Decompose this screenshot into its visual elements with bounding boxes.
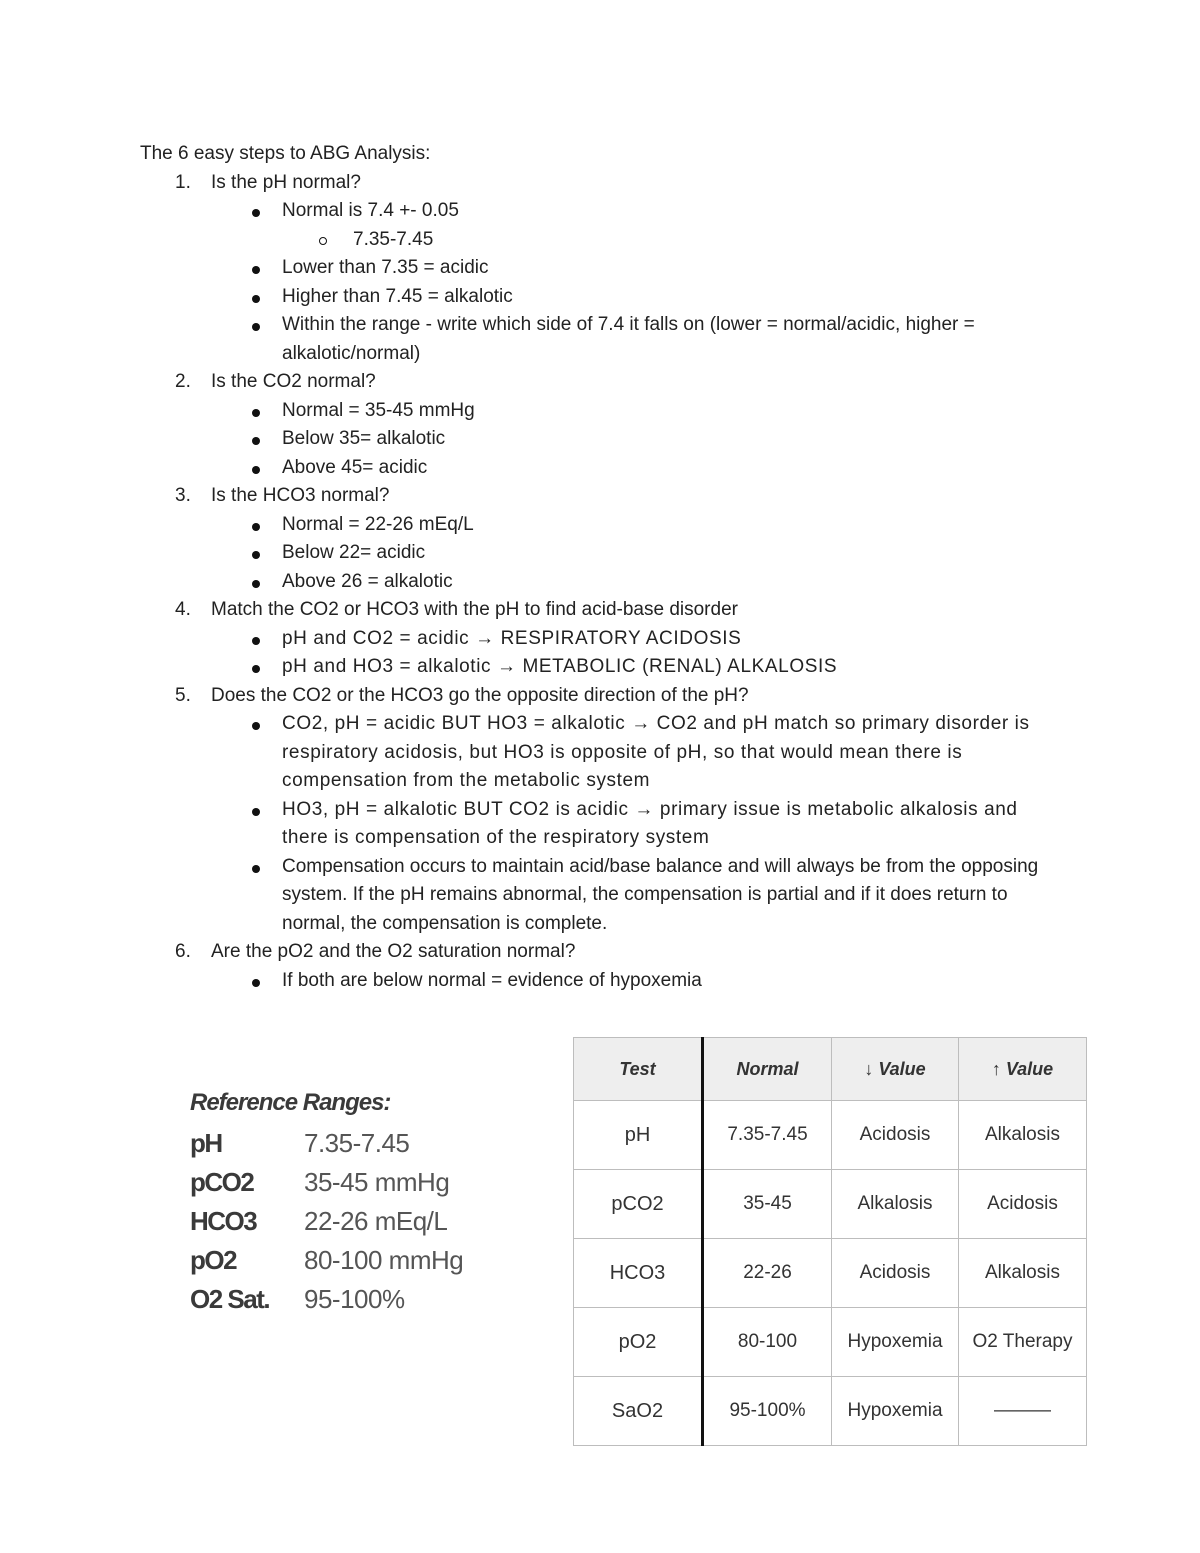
header-label: Value (878, 1058, 926, 1079)
step-text: Does the CO2 or the HCO3 go the opposite direction of the pH? (211, 684, 749, 706)
table-header-row (574, 1038, 1087, 1101)
step-number: 1. (175, 171, 191, 193)
header-low-value (832, 1038, 959, 1101)
reference-ranges (190, 1086, 463, 1319)
step-2 (140, 368, 1060, 482)
cell-high: ——— (959, 1377, 1087, 1446)
bullet-list (211, 511, 1060, 597)
bullet-item: pH and HO3 = alkalotic → METABOLIC (RENAL) ALKALOSIS (211, 653, 1060, 682)
bullet-list (211, 967, 1060, 996)
cell-normal: 7.35-7.45 (703, 1101, 832, 1170)
step-text: Is the HCO3 normal? (211, 485, 390, 506)
reference-label: pCO2 (190, 1167, 254, 1197)
step-text: Are the pO2 and the O2 saturation normal? (211, 941, 576, 962)
bullet-item: Below 35= alkalotic (211, 425, 1060, 454)
reference-value: 95-100% (304, 1284, 405, 1314)
cell-normal: 22-26 (703, 1239, 832, 1308)
header-label: Value (1005, 1058, 1054, 1079)
cell-normal: 80-100 (703, 1308, 832, 1377)
sub-bullet-list (282, 226, 1060, 255)
bullet-list (211, 625, 1060, 682)
bullet-item: Below 22= acidic (211, 539, 1060, 568)
bullet-item: Higher than 7.45 = alkalotic (211, 283, 1060, 312)
reference-label: HCO3 (190, 1206, 257, 1236)
step-6 (140, 938, 1060, 995)
step-text: Is the CO2 normal? (211, 371, 376, 392)
reference-label: O2 Sat. (190, 1284, 270, 1314)
reference-label: pH (190, 1128, 222, 1158)
cell-high: Alkalosis (959, 1239, 1087, 1308)
cell-normal: 95-100% (703, 1377, 832, 1446)
arrow-up-icon: ↑ (991, 1058, 1001, 1079)
bullet-item: Within the range - write which side of 7.4 it falls on (lower = normal/acidic, higher = alkalotic/normal) (211, 311, 1060, 368)
step-5 (140, 682, 1060, 939)
cell-test: SaO2 (574, 1377, 703, 1446)
reference-row-po2 (190, 1241, 463, 1280)
bullet-list (211, 397, 1060, 483)
values-table (573, 1037, 1087, 1446)
cell-test: pO2 (574, 1308, 703, 1377)
step-text: Is the pH normal? (211, 171, 361, 193)
reference-value: 35-45 mmHg (304, 1167, 450, 1197)
reference-value: 7.35-7.45 (304, 1128, 410, 1158)
reference-label: pO2 (190, 1245, 237, 1275)
bullet-item: Above 26 = alkalotic (211, 568, 1060, 597)
step-text: Match the CO2 or HCO3 with the pH to find acid-base disorder (211, 599, 738, 620)
cell-normal: 35-45 (703, 1170, 832, 1239)
bullet-item: Lower than 7.35 = acidic (211, 254, 1060, 283)
steps-list (140, 169, 1060, 996)
cell-test: HCO3 (574, 1239, 703, 1308)
cell-low: Alkalosis (832, 1170, 959, 1239)
reference-row-ph (190, 1124, 463, 1163)
table-row (574, 1101, 1087, 1170)
table-row (574, 1239, 1087, 1308)
bullet-list (211, 710, 1060, 938)
bullet-item: pH and CO2 = acidic → RESPIRATORY ACIDOSIS (211, 625, 1060, 654)
bullet-item (211, 197, 1060, 254)
table-row (574, 1170, 1087, 1239)
table-row (574, 1308, 1087, 1377)
arrow-down-icon: ↓ (864, 1058, 874, 1079)
bullet-item: Above 45= acidic (211, 454, 1060, 483)
reference-row-o2-sat (190, 1280, 463, 1319)
cell-high: Acidosis (959, 1170, 1087, 1239)
bullet-item: If both are below normal = evidence of hypoxemia (211, 967, 1060, 996)
bullet-item: Compensation occurs to maintain acid/base balance and will always be from the opposing system. If the pH remains abnormal, the compensation is partial and if it does return to normal, the compensation is complete. (211, 853, 1060, 939)
header-high-value (959, 1038, 1087, 1101)
step-4 (140, 596, 1060, 682)
reference-row-pco2 (190, 1163, 463, 1202)
cell-test: pH (574, 1101, 703, 1170)
reference-value: 80-100 mmHg (304, 1245, 464, 1275)
reference-value: 22-26 mEq/L (304, 1206, 448, 1236)
bullet-list (211, 197, 1060, 368)
cell-low: Acidosis (832, 1239, 959, 1308)
reference-row-hco3 (190, 1202, 463, 1241)
step-number: 2. (175, 371, 191, 392)
step-number: 4. (175, 599, 191, 620)
cell-test: pCO2 (574, 1170, 703, 1239)
step-3 (140, 482, 1060, 596)
step-number: 3. (175, 485, 191, 506)
step-number: 6. (175, 941, 191, 962)
header-test: Test (574, 1038, 703, 1101)
header-normal: Normal (703, 1038, 832, 1101)
reference-ranges-title: Reference Ranges: (190, 1089, 391, 1116)
cell-high: Alkalosis (959, 1101, 1087, 1170)
sub-bullet-item: 7.35-7.45 (282, 226, 1060, 255)
document-title: The 6 easy steps to ABG Analysis: (140, 143, 431, 164)
bullet-item: HO3, pH = alkalotic BUT CO2 is acidic → primary issue is metabolic alkalosis and there is compensation of the respiratory system (211, 796, 1060, 853)
cell-low: Hypoxemia (832, 1308, 959, 1377)
bullet-item: Normal = 35-45 mmHg (211, 397, 1060, 426)
bullet-item: CO2, pH = acidic BUT HO3 = alkalotic → CO2 and pH match so primary disorder is respiratory acidosis, but HO3 is opposite of pH, so that would mean there is compensation from the metabolic system (211, 710, 1060, 796)
step-number: 5. (175, 684, 191, 706)
cell-high: O2 Therapy (959, 1308, 1087, 1377)
abg-document (140, 140, 1060, 995)
table-row (574, 1377, 1087, 1446)
step-1 (140, 169, 1060, 369)
cell-low: Acidosis (832, 1101, 959, 1170)
bullet-text: Normal is 7.4 +- 0.05 (282, 200, 459, 221)
cell-low: Hypoxemia (832, 1377, 959, 1446)
bullet-item: Normal = 22-26 mEq/L (211, 511, 1060, 540)
